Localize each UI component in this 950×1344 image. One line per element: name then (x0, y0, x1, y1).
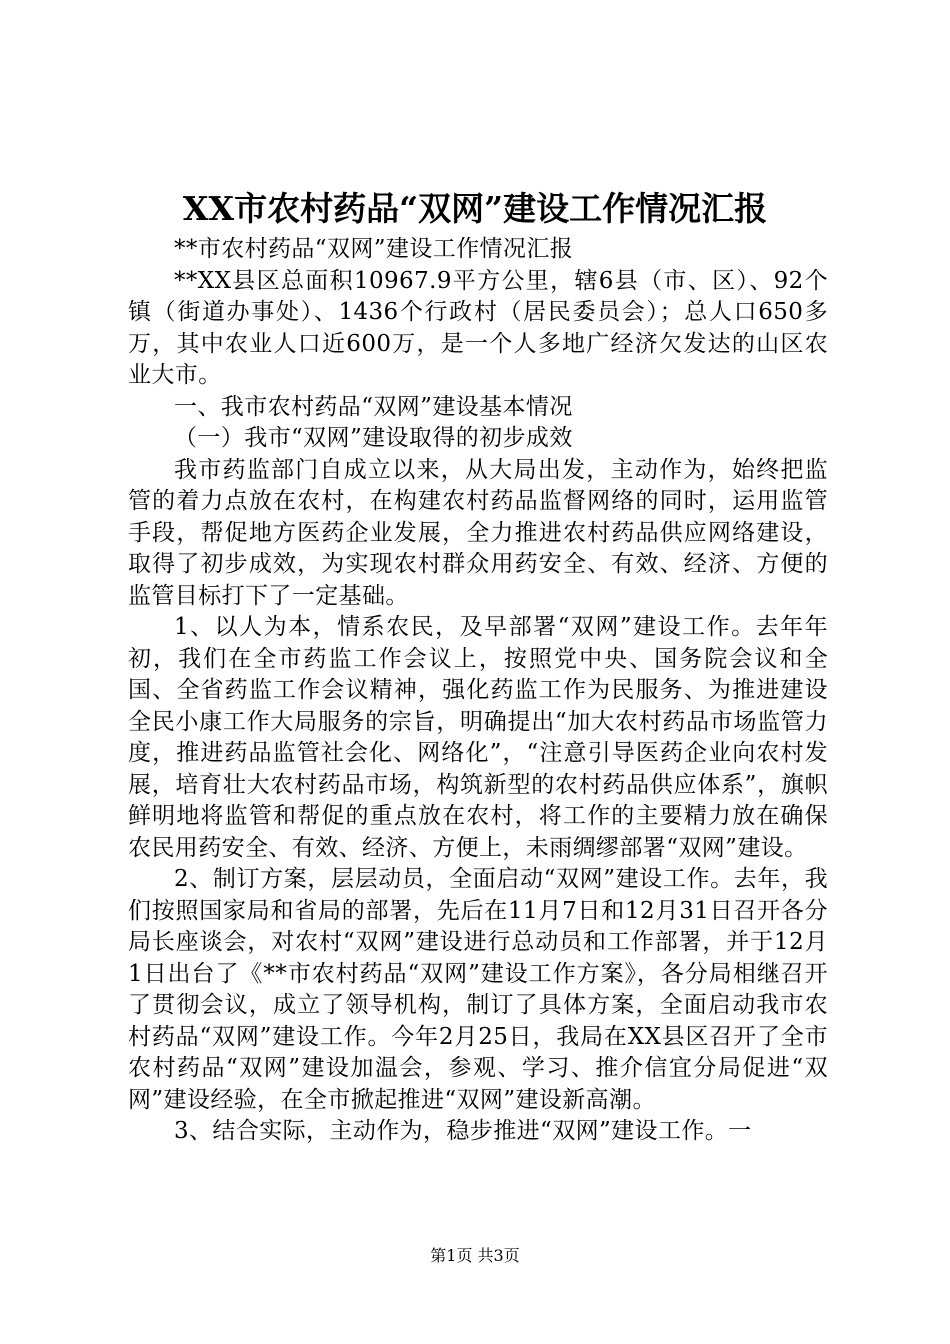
paragraph-overview: **XX县区总面积10967.9平方公里，辖6县（市、区）、92个镇（街道办事处）、1436个行政村（居民委员会）；总人口650多万，其中农业人口近600万，是一个人多地广经济欠发达的山区农业大市。 (128, 267, 828, 388)
page-number-footer: 第1页 共3页 (430, 1246, 520, 1265)
section-heading: 一、我市农村药品“双网”建设基本情况 (174, 393, 573, 420)
document-body (128, 234, 828, 1148)
paragraph-item-2: 2、制订方案，层层动员，全面启动“双网”建设工作。去年，我们按照国家局和省局的部署，先后在11月7日和12月31日召开各分局长座谈会，对农村“双网”建设进行总动员和工作部署，并于12月1日出台了《**市农村药品“双网”建设工作方案》，各分局相继召开了贯彻会议，成立了领导机构，制订了具体方案，全面启动我市农村药品“双网”建设工作。今年2月25日，我局在XX县区召开了全市农村药品“双网”建设加温会，参观、学习、推介信宜分局促进“双网”建设经验，在全市掀起推进“双网”建设新高潮。 (128, 866, 828, 1113)
document-title: XX市农村药品“双网”建设工作情况汇报 (182, 189, 768, 228)
paragraph-item-3: 3、结合实际，主动作为，稳步推进“双网”建设工作。一 (174, 1118, 752, 1144)
paragraph-item-1: 1、以人为本，情系农民，及早部署“双网”建设工作。去年年初，我们在全市药监工作会议上，按照党中央、国务院会议和全国、全省药监工作会议精神，强化药监工作为民服务、为推进建设全民小康工作大局服务的宗旨，明确提出“加大农村药品市场监管力度，推进药品监管社会化、网络化”，“注意引导医药企业向农村发展，培育壮大农村药品市场，构筑新型的农村药品供应体系”，旗帜鲜明地将监管和帮促的重点放在农村，将工作的主要精力放在确保农民用药安全、有效、经济、方便上，未雨绸缪部署“双网”建设。 (128, 614, 828, 861)
paragraph-intro: 我市药监部门自成立以来，从大局出发，主动作为，始终把监管的着力点放在农村，在构建农村药品监督网络的同时，运用监管手段，帮促地方医药企业发展，全力推进农村药品供应网络建设，取得了初步成效，为实现农村群众用药安全、有效、经济、方便的监管目标打下了一定基础。 (128, 456, 828, 609)
subtitle-line: **市农村药品“双网”建设工作情况汇报 (174, 236, 574, 262)
subsection-heading: （一）我市“双网”建设取得的初步成效 (174, 425, 573, 451)
